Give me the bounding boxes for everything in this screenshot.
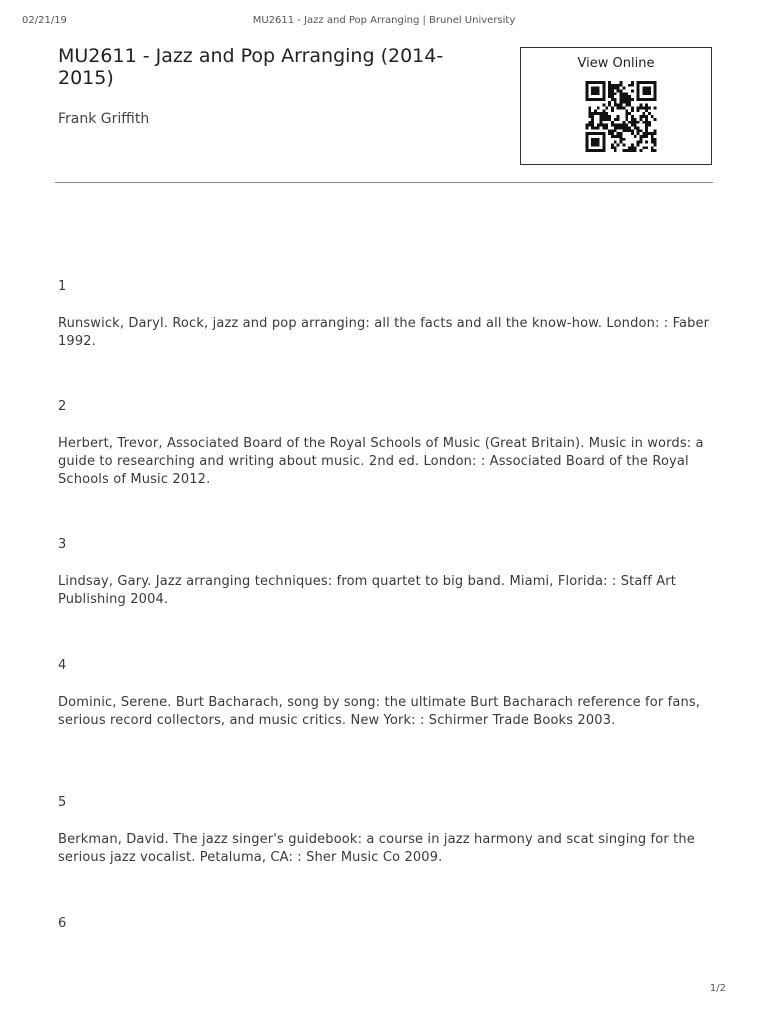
- print-page-title: MU2611 - Jazz and Pop Arranging | Brunel University: [252, 15, 516, 26]
- document-title: MU2611 - Jazz and Pop Arranging (2014-2015): [58, 45, 444, 89]
- reading-list-item: [58, 537, 718, 609]
- reading-list-item: [58, 658, 718, 730]
- document-author: Frank Griffith: [58, 111, 150, 127]
- item-number: 2: [58, 399, 67, 414]
- item-citation: Dominic, Serene. Burt Bacharach, song by song: the ultimate Burt Bacharach reference for fans, serious record collectors, and music critics. New York: : Schirmer Trade Books 2003.: [58, 695, 701, 728]
- reading-list-item: [58, 279, 718, 351]
- reading-list-item: [58, 795, 718, 867]
- page-number: 1/2: [709, 983, 726, 994]
- item-number: 5: [58, 795, 67, 810]
- item-citation: Lindsay, Gary. Jazz arranging techniques: from quartet to big band. Miami, Florida: : Staff Art Publishing 2004.: [58, 574, 677, 607]
- item-number: 6: [58, 916, 67, 931]
- qr-code-icon: [583, 81, 659, 152]
- item-number: 4: [58, 658, 67, 673]
- header-divider: [55, 182, 713, 183]
- item-number: 3: [58, 537, 67, 552]
- item-citation: Berkman, David. The jazz singer's guidebook: a course in jazz harmony and scat singing for the serious jazz vocalist. Petaluma, CA: : Sher Music Co 2009.: [58, 832, 695, 865]
- item-citation: Herbert, Trevor, Associated Board of the Royal Schools of Music (Great Britain). Music in words: a guide to researching and writing about music. 2nd ed. London: : Associated Board of the Royal Schools of Music 2012.: [58, 436, 704, 487]
- reading-list-item: [58, 399, 718, 489]
- reading-list-item: [58, 916, 718, 931]
- item-citation: Runswick, Daryl. Rock, jazz and pop arranging: all the facts and all the know-how. London: : Faber 1992.: [58, 316, 710, 349]
- view-online-label: View Online: [577, 56, 655, 71]
- print-header: [0, 15, 768, 29]
- print-date: 02/21/19: [22, 15, 67, 26]
- view-online-box[interactable]: [520, 47, 712, 165]
- item-number: 1: [58, 279, 67, 294]
